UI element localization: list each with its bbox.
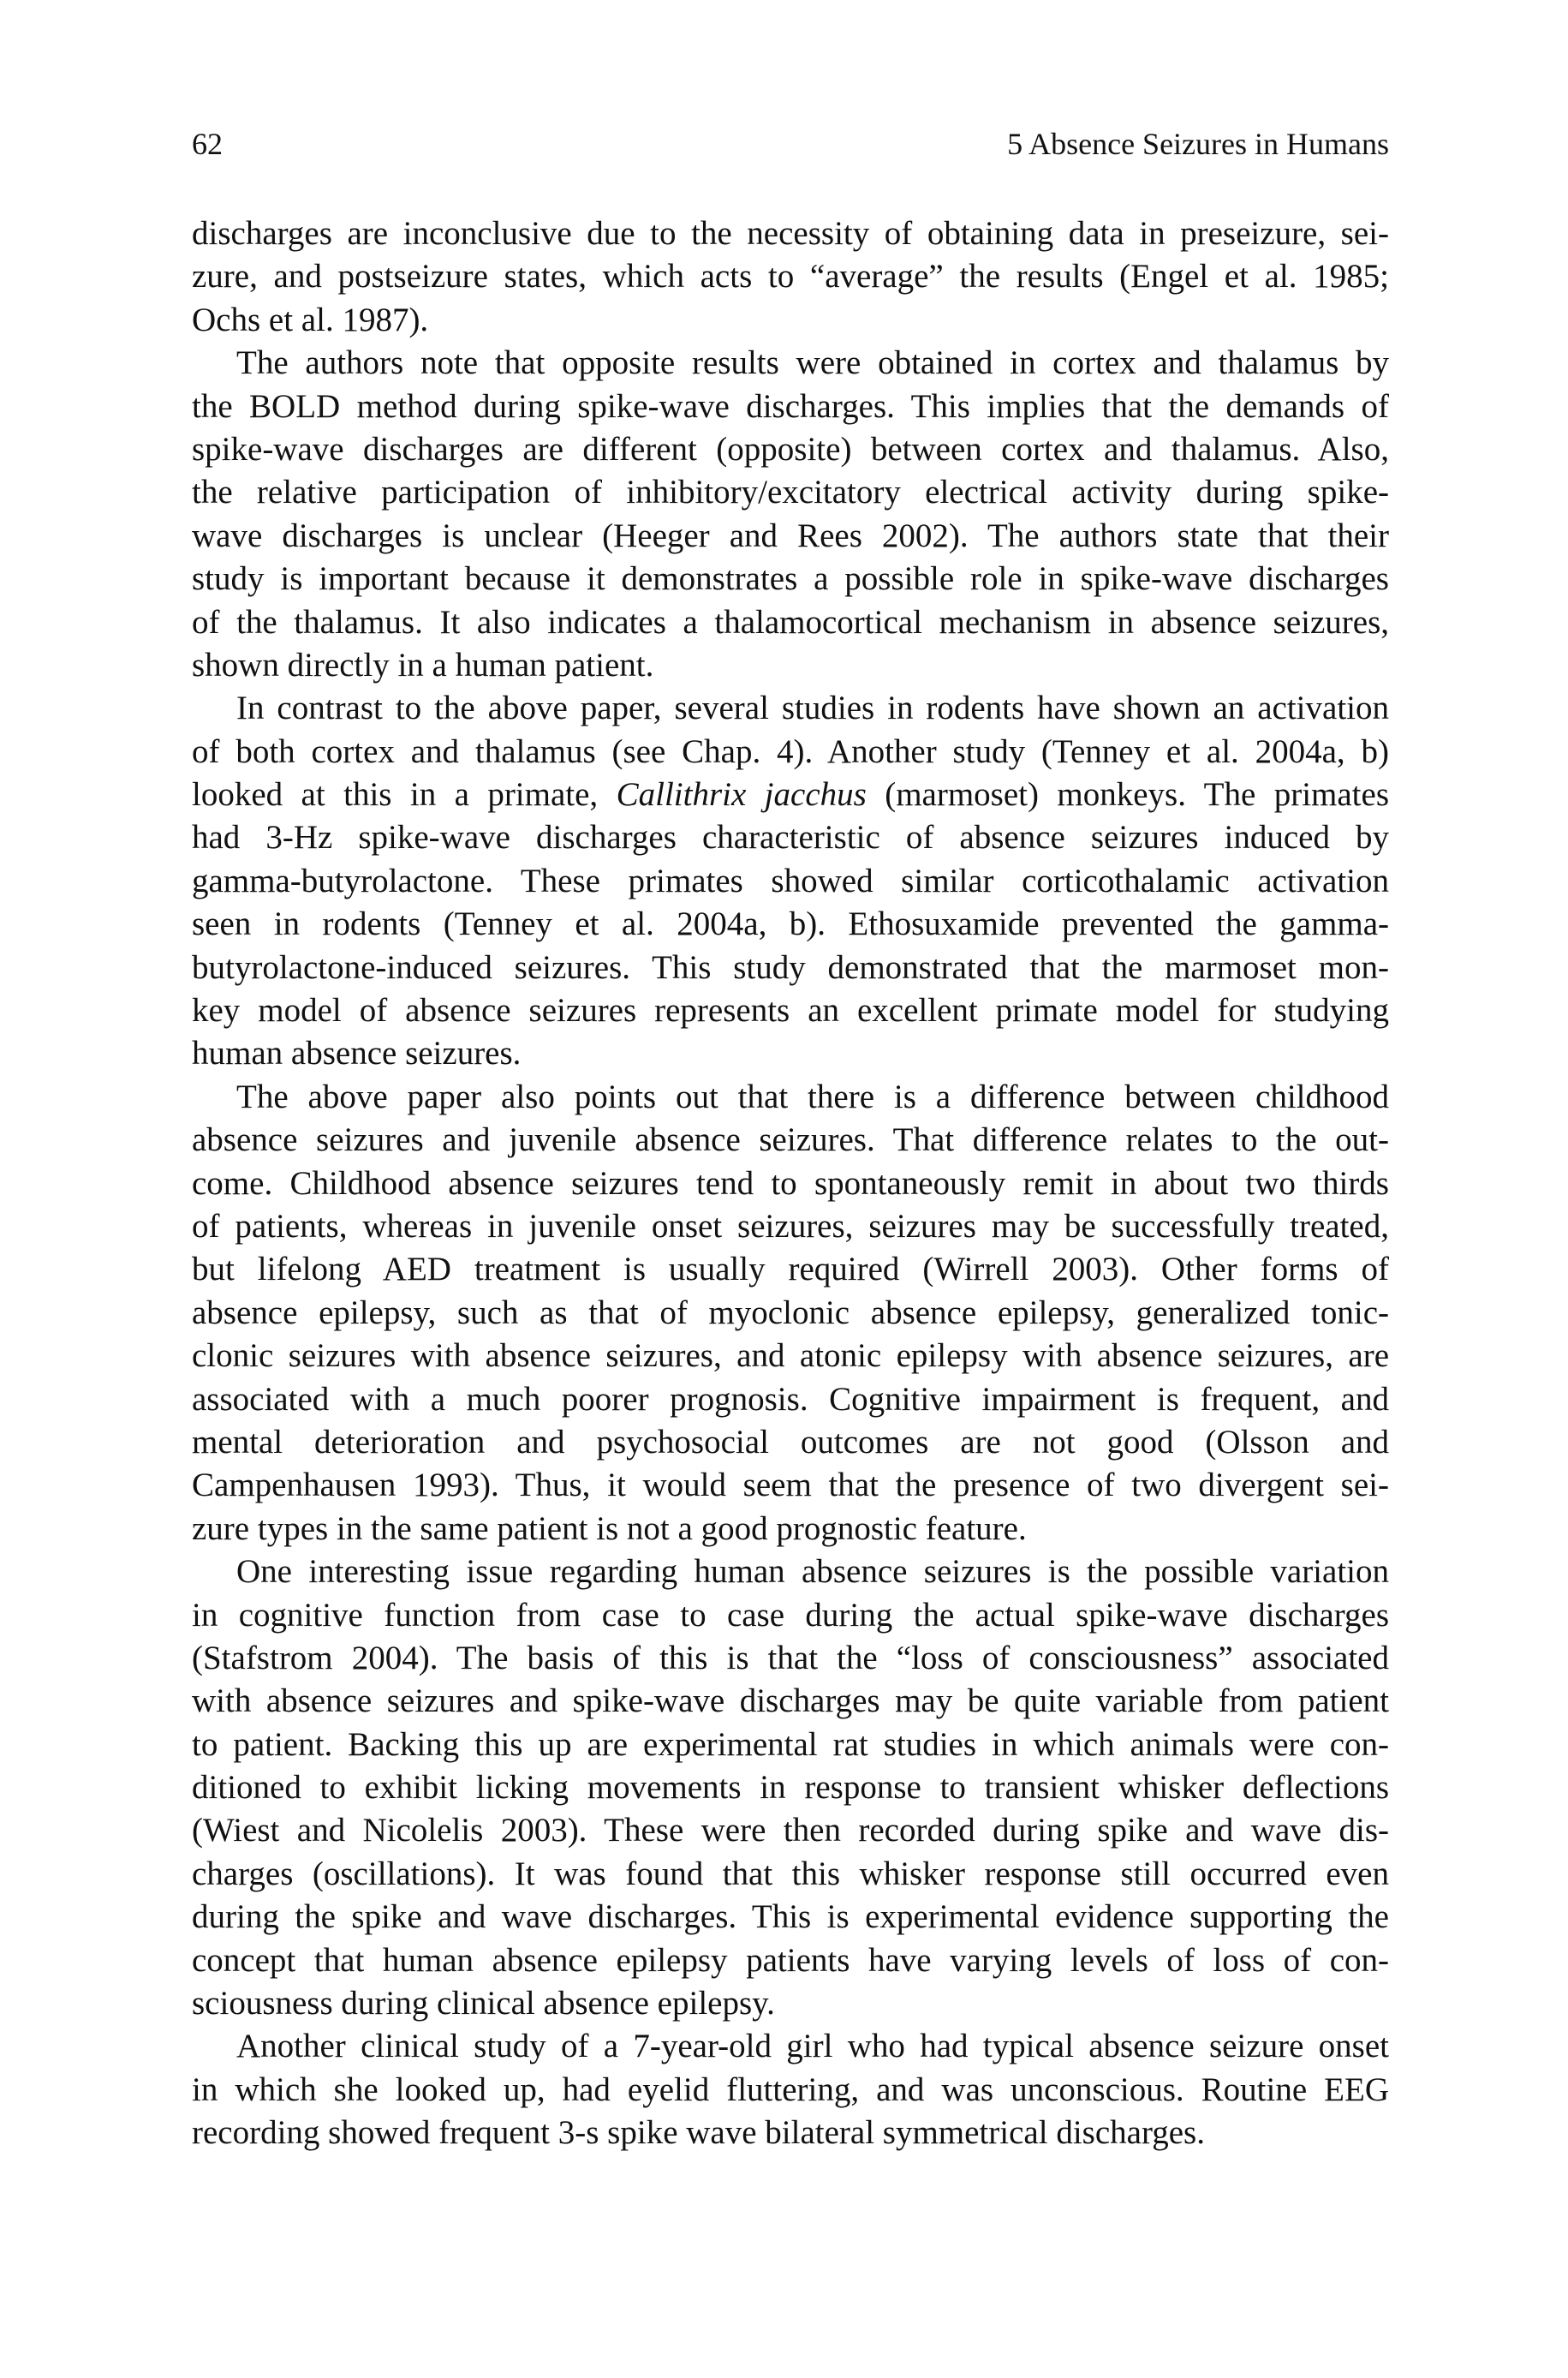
text-line: associated with a much poorer prognosis. Cognitive impairment is frequent, and — [192, 1380, 1389, 1418]
text-line: mental deterioration and psychosocial outcomes are not good (Olsson and — [192, 1423, 1389, 1461]
text-line: of both cortex and thalamus (see Chap. 4). Another study (Tenney et al. 2004a, b) — [192, 732, 1389, 770]
text-line: clonic seizures with absence seizures, and atonic epilepsy with absence seizures, are — [192, 1337, 1389, 1375]
text-line: in which she looked up, had eyelid fluttering, and was unconscious. Routine EEG — [192, 2070, 1389, 2108]
text-line: The authors note that opposite results were obtained in cortex and thalamus by — [236, 344, 1389, 382]
text-line: One interesting issue regarding human absence seizures is the possible variation — [236, 1553, 1389, 1591]
text-line: in cognitive function from case to case during the actual spike-wave discharges — [192, 1596, 1389, 1634]
text-line: Campenhausen 1993). Thus, it would seem that the presence of two divergent sei- — [192, 1467, 1389, 1504]
text-line: zure, and postseizure states, which acts to “average” the results (Engel et al. 1985; — [192, 258, 1389, 296]
paragraph — [192, 2025, 1389, 2154]
text-line: (Stafstrom 2004). The basis of this is that the “loss of consciousness” associated — [192, 1639, 1389, 1676]
text-line: with absence seizures and spike-wave discharges may be quite variable from patient — [192, 1682, 1389, 1720]
text-line: zure types in the same patient is not a good prognostic feature. — [192, 1509, 1027, 1547]
text-line: ditioned to exhibit licking movements in response to transient whisker deflections — [192, 1769, 1389, 1807]
text-line: (Wiest and Nicolelis 2003). These were then recorded during spike and wave dis- — [192, 1812, 1389, 1849]
text-line: of patients, whereas in juvenile onset seizures, seizures may be successfully treated, — [192, 1207, 1389, 1245]
text-line: Another clinical study of a 7-year-old girl who had typical absence seizure onset — [236, 2028, 1389, 2065]
text-line: shown directly in a human patient. — [192, 646, 654, 684]
text-line: The above paper also points out that there is a difference between childhood — [236, 1078, 1389, 1115]
text-line: study is important because it demonstrates a possible role in spike-wave discharges — [192, 560, 1389, 598]
paragraph — [192, 687, 1389, 1076]
text-line: In contrast to the above paper, several studies in rodents have shown an activation — [236, 690, 1389, 727]
paragraph — [192, 1550, 1389, 2025]
text-line: spike-wave discharges are different (opposite) between cortex and thalamus. Also, — [192, 430, 1389, 468]
text-line: of the thalamus. It also indicates a thalamocortical mechanism in absence seizures, — [192, 603, 1389, 641]
text-line: absence epilepsy, such as that of myoclonic absence epilepsy, generalized tonic- — [192, 1294, 1389, 1331]
text-line: looked at this in a primate, Callithrix jacchus (marmoset) monkeys. The primates — [192, 776, 1389, 814]
text-line: during the spike and wave discharges. This is experimental evidence supporting the — [192, 1898, 1389, 1936]
text-line: discharges are inconclusive due to the necessity of obtaining data in preseizure, sei- — [192, 215, 1389, 252]
text-line: sciousness during clinical absence epilepsy. — [192, 1985, 775, 2022]
text-line: recording showed frequent 3-s spike wave bilateral symmetrical discharges. — [192, 2114, 1205, 2152]
page-header — [192, 125, 1389, 163]
text-line: charges (oscillations). It was found that this whisker response still occurred even — [192, 1855, 1389, 1892]
text-line: concept that human absence epilepsy patients have varying levels of loss of con- — [192, 1941, 1389, 1979]
text-line: absence seizures and juvenile absence seizures. That difference relates to the out- — [192, 1121, 1389, 1159]
running-title: 5 Absence Seizures in Humans — [1007, 127, 1389, 161]
text-line: butyrolactone-induced seizures. This study demonstrated that the marmoset mon- — [192, 948, 1389, 986]
paragraph — [192, 1076, 1389, 1550]
text-line: come. Childhood absence seizures tend to spontaneously remit in about two thirds — [192, 1164, 1389, 1202]
paragraph — [192, 342, 1389, 687]
text-line: the BOLD method during spike-wave discharges. This implies that the demands of — [192, 387, 1389, 425]
text-line: seen in rodents (Tenney et al. 2004a, b). Ethosuxamide prevented the gamma- — [192, 905, 1389, 943]
paragraph — [192, 212, 1389, 342]
text-line: had 3-Hz spike-wave discharges characteristic of absence seizures induced by — [192, 819, 1389, 857]
text-line: key model of absence seizures represents an excellent primate model for studying — [192, 992, 1389, 1030]
text-line: to patient. Backing this up are experimental rat studies in which animals were con- — [192, 1725, 1389, 1763]
italic-species-name: Callithrix jacchus — [616, 776, 867, 814]
text-line: gamma-butyrolactone. These primates showed similar corticothalamic activation — [192, 862, 1389, 899]
text-line: the relative participation of inhibitory/excitatory electrical activity during spike- — [192, 474, 1389, 511]
text-line: wave discharges is unclear (Heeger and Rees 2002). The authors state that their — [192, 517, 1389, 554]
page-number: 62 — [192, 127, 223, 161]
text-line: Ochs et al. 1987). — [192, 301, 429, 338]
text-line: human absence seizures. — [192, 1035, 522, 1072]
body-text — [192, 212, 1389, 2155]
text-line: but lifelong AED treatment is usually required (Wirrell 2003). Other forms of — [192, 1251, 1389, 1288]
